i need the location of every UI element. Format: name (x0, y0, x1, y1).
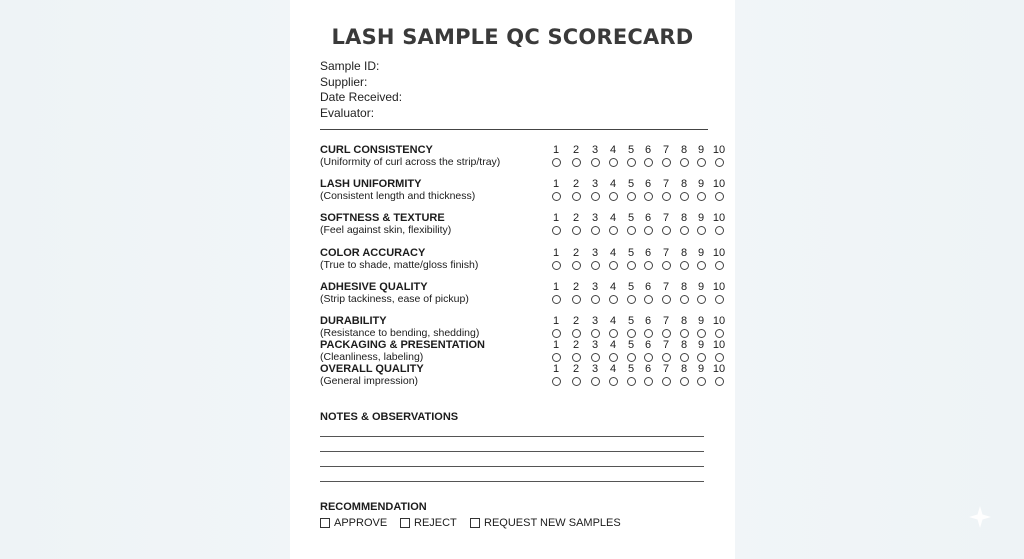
scale-number: 8 (680, 178, 688, 190)
approve-option[interactable] (320, 517, 387, 529)
scale-number: 5 (627, 247, 635, 259)
scale-number: 5 (627, 178, 635, 190)
scale-number: 1 (552, 363, 560, 375)
score-radio[interactable] (697, 353, 706, 362)
request-new-samples-label: REQUEST NEW SAMPLES (484, 517, 621, 529)
header-divider (320, 129, 708, 130)
criterion-row (320, 178, 726, 202)
score-radio[interactable] (572, 295, 581, 304)
criterion-description: (General impression) (320, 375, 419, 387)
score-radio[interactable] (552, 261, 561, 270)
meta-fields (320, 59, 402, 121)
scale-number: 8 (680, 339, 688, 351)
scale-number: 10 (712, 178, 726, 190)
score-radio[interactable] (697, 226, 706, 235)
score-radio[interactable] (662, 158, 671, 167)
scale-number: 2 (572, 178, 580, 190)
score-radio[interactable] (715, 226, 724, 235)
scale-number: 2 (572, 144, 580, 156)
scale-number: 9 (697, 144, 705, 156)
scale-number: 7 (662, 212, 670, 224)
scale-number: 1 (552, 339, 560, 351)
criterion-row (320, 315, 726, 339)
score-radio[interactable] (644, 329, 653, 338)
scale-number: 7 (662, 247, 670, 259)
score-radio[interactable] (662, 353, 671, 362)
approve-label: APPROVE (334, 517, 388, 529)
scale-number: 6 (644, 212, 652, 224)
score-radio[interactable] (572, 329, 581, 338)
score-radio[interactable] (644, 353, 653, 362)
score-radio[interactable] (680, 226, 689, 235)
scale-number: 6 (644, 144, 652, 156)
criterion-row (320, 144, 726, 168)
scale-number: 7 (662, 281, 670, 293)
scale-number: 1 (552, 315, 560, 327)
score-radio[interactable] (697, 295, 706, 304)
score-radio[interactable] (591, 329, 600, 338)
score-radio[interactable] (591, 226, 600, 235)
scale-number: 10 (712, 339, 726, 351)
criterion-name: SOFTNESS & TEXTURE (320, 212, 445, 224)
score-radio[interactable] (662, 226, 671, 235)
scale-number: 6 (644, 281, 652, 293)
score-radio[interactable] (627, 158, 636, 167)
score-radio[interactable] (552, 295, 561, 304)
scale-number: 7 (662, 144, 670, 156)
score-radio[interactable] (680, 353, 689, 362)
score-radio[interactable] (591, 261, 600, 270)
criterion-description: (Feel against skin, flexibility) (320, 224, 452, 236)
score-radio[interactable] (644, 226, 653, 235)
meta-evaluator: Evaluator: (320, 105, 375, 120)
criterion-name: CURL CONSISTENCY (320, 144, 433, 156)
approve-checkbox[interactable] (320, 518, 330, 528)
criterion-description: (Consistent length and thickness) (320, 190, 476, 202)
scale-number: 1 (552, 212, 560, 224)
criterion-description: (True to shade, matte/gloss finish) (320, 259, 479, 271)
score-radio[interactable] (609, 329, 618, 338)
scale-number: 4 (609, 363, 617, 375)
scale-number: 9 (697, 247, 705, 259)
scale-number: 6 (644, 315, 652, 327)
score-radio[interactable] (697, 158, 706, 167)
scale-number: 9 (697, 339, 705, 351)
scale-number: 7 (662, 363, 670, 375)
score-radio[interactable] (627, 261, 636, 270)
meta-date-received: Date Received: (320, 90, 403, 104)
scale-number: 9 (697, 363, 705, 375)
score-radio[interactable] (715, 329, 724, 338)
scale-number: 5 (627, 144, 635, 156)
scale-number: 5 (627, 212, 635, 224)
scale-number: 8 (680, 247, 688, 259)
scale-number: 2 (572, 212, 580, 224)
scale-number: 3 (591, 281, 599, 293)
criterion-name: ADHESIVE QUALITY (320, 281, 428, 293)
score-radio[interactable] (644, 158, 653, 167)
scale-number: 3 (591, 212, 599, 224)
scale-number: 8 (680, 315, 688, 327)
score-radio[interactable] (552, 377, 561, 386)
scale-number: 3 (591, 339, 599, 351)
score-radio[interactable] (609, 353, 618, 362)
score-radio[interactable] (662, 295, 671, 304)
score-radio[interactable] (609, 192, 618, 201)
meta-sample-id: Sample ID: (320, 59, 380, 73)
scale-number: 6 (644, 363, 652, 375)
recommendation-title: RECOMMENDATION (320, 501, 427, 513)
criterion-name: DURABILITY (320, 315, 387, 327)
score-radio[interactable] (552, 329, 561, 338)
criterion-description: (Strip tackiness, ease of pickup) (320, 293, 469, 305)
score-radio[interactable] (591, 377, 600, 386)
scale-number: 2 (572, 315, 580, 327)
scale-number: 9 (697, 281, 705, 293)
notes-line[interactable] (320, 481, 704, 482)
score-radio[interactable] (572, 377, 581, 386)
score-radio[interactable] (697, 377, 706, 386)
score-radio[interactable] (644, 192, 653, 201)
score-radio[interactable] (627, 192, 636, 201)
score-radio[interactable] (572, 192, 581, 201)
criterion-name: LASH UNIFORMITY (320, 178, 422, 190)
score-radio[interactable] (715, 377, 724, 386)
score-radio[interactable] (697, 261, 706, 270)
scale-number: 9 (697, 212, 705, 224)
notes-line[interactable] (320, 436, 704, 437)
scorecard-sheet (290, 0, 735, 559)
score-radio[interactable] (552, 192, 561, 201)
score-radio[interactable] (552, 353, 561, 362)
criterion-name: COLOR ACCURACY (320, 247, 426, 259)
scale-number: 2 (572, 247, 580, 259)
scale-number: 4 (609, 144, 617, 156)
score-radio[interactable] (662, 329, 671, 338)
score-radio[interactable] (627, 377, 636, 386)
score-radio[interactable] (552, 226, 561, 235)
sparkle-icon (968, 505, 992, 529)
criterion-description: (Resistance to bending, shedding) (320, 327, 480, 339)
score-radio[interactable] (627, 295, 636, 304)
score-radio[interactable] (715, 295, 724, 304)
criterion-description: (Uniformity of curl across the strip/tray) (320, 156, 501, 168)
scale-number: 1 (552, 144, 560, 156)
criterion-row (320, 247, 726, 271)
score-radio[interactable] (715, 158, 724, 167)
score-radio[interactable] (591, 353, 600, 362)
scale-number: 4 (609, 212, 617, 224)
scale-number: 9 (697, 178, 705, 190)
scale-number: 5 (627, 363, 635, 375)
score-radio[interactable] (572, 158, 581, 167)
score-radio[interactable] (680, 192, 689, 201)
score-radio[interactable] (572, 353, 581, 362)
scale-number: 4 (609, 315, 617, 327)
scale-number: 2 (572, 339, 580, 351)
score-radio[interactable] (552, 158, 561, 167)
request-new-samples-checkbox[interactable] (470, 518, 480, 528)
score-radio[interactable] (591, 192, 600, 201)
scale-number: 3 (591, 315, 599, 327)
score-radio[interactable] (644, 295, 653, 304)
scale-number: 3 (591, 247, 599, 259)
scale-number: 4 (609, 178, 617, 190)
scale-number: 8 (680, 281, 688, 293)
score-radio[interactable] (591, 295, 600, 304)
scale-number: 8 (680, 363, 688, 375)
score-radio[interactable] (680, 261, 689, 270)
notes-line[interactable] (320, 466, 704, 467)
score-radio[interactable] (680, 329, 689, 338)
scale-number: 6 (644, 339, 652, 351)
scale-number: 1 (552, 247, 560, 259)
page-title: LASH SAMPLE QC SCORECARD (331, 25, 694, 49)
score-radio[interactable] (697, 192, 706, 201)
scale-number: 10 (712, 247, 726, 259)
scale-number: 10 (712, 212, 726, 224)
scale-number: 5 (627, 315, 635, 327)
meta-supplier: Supplier: (320, 74, 368, 89)
scale-number: 10 (712, 363, 726, 375)
scale-number: 5 (627, 339, 635, 351)
score-radio[interactable] (644, 261, 653, 270)
scale-number: 1 (552, 178, 560, 190)
score-radio[interactable] (572, 226, 581, 235)
scale-number: 6 (644, 247, 652, 259)
scale-number: 10 (712, 315, 726, 327)
scale-number: 7 (662, 339, 670, 351)
score-radio[interactable] (609, 377, 618, 386)
score-radio[interactable] (609, 261, 618, 270)
score-radio[interactable] (680, 377, 689, 386)
scale-number: 4 (609, 339, 617, 351)
scale-number: 8 (680, 144, 688, 156)
request-new-samples-option[interactable] (470, 517, 621, 529)
criterion-row (320, 281, 726, 305)
criterion-name: PACKAGING & PRESENTATION (320, 339, 486, 351)
criterion-row (320, 339, 726, 363)
score-radio[interactable] (715, 261, 724, 270)
score-radio[interactable] (680, 158, 689, 167)
criterion-name: OVERALL QUALITY (320, 363, 424, 375)
score-radio[interactable] (680, 295, 689, 304)
notes-line[interactable] (320, 451, 704, 452)
score-radio[interactable] (644, 377, 653, 386)
score-radio[interactable] (572, 261, 581, 270)
score-radio[interactable] (662, 261, 671, 270)
reject-label: REJECT (414, 517, 457, 529)
scale-number: 7 (662, 178, 670, 190)
score-radio[interactable] (591, 158, 600, 167)
scale-number: 1 (552, 281, 560, 293)
score-radio[interactable] (609, 295, 618, 304)
scale-number: 2 (572, 363, 580, 375)
scale-number: 3 (591, 144, 599, 156)
scale-number: 10 (712, 144, 726, 156)
score-radio[interactable] (627, 353, 636, 362)
criterion-description: (Cleanliness, labeling) (320, 351, 424, 363)
scale-number: 6 (644, 178, 652, 190)
scale-number: 2 (572, 281, 580, 293)
scale-number: 4 (609, 281, 617, 293)
score-radio[interactable] (662, 192, 671, 201)
criterion-row (320, 212, 726, 236)
scale-number: 8 (680, 212, 688, 224)
scale-number: 9 (697, 315, 705, 327)
reject-option[interactable] (400, 517, 457, 529)
score-radio[interactable] (715, 353, 724, 362)
score-radio[interactable] (715, 192, 724, 201)
score-radio[interactable] (627, 226, 636, 235)
scale-number: 4 (609, 247, 617, 259)
score-radio[interactable] (609, 226, 618, 235)
score-radio[interactable] (662, 377, 671, 386)
score-radio[interactable] (697, 329, 706, 338)
scale-number: 3 (591, 178, 599, 190)
score-radio[interactable] (609, 158, 618, 167)
scale-number: 10 (712, 281, 726, 293)
reject-checkbox[interactable] (400, 518, 410, 528)
scale-number: 7 (662, 315, 670, 327)
criterion-row (320, 363, 726, 387)
score-radio[interactable] (627, 329, 636, 338)
notes-title: NOTES & OBSERVATIONS (320, 411, 459, 423)
scale-number: 3 (591, 363, 599, 375)
scale-number: 5 (627, 281, 635, 293)
